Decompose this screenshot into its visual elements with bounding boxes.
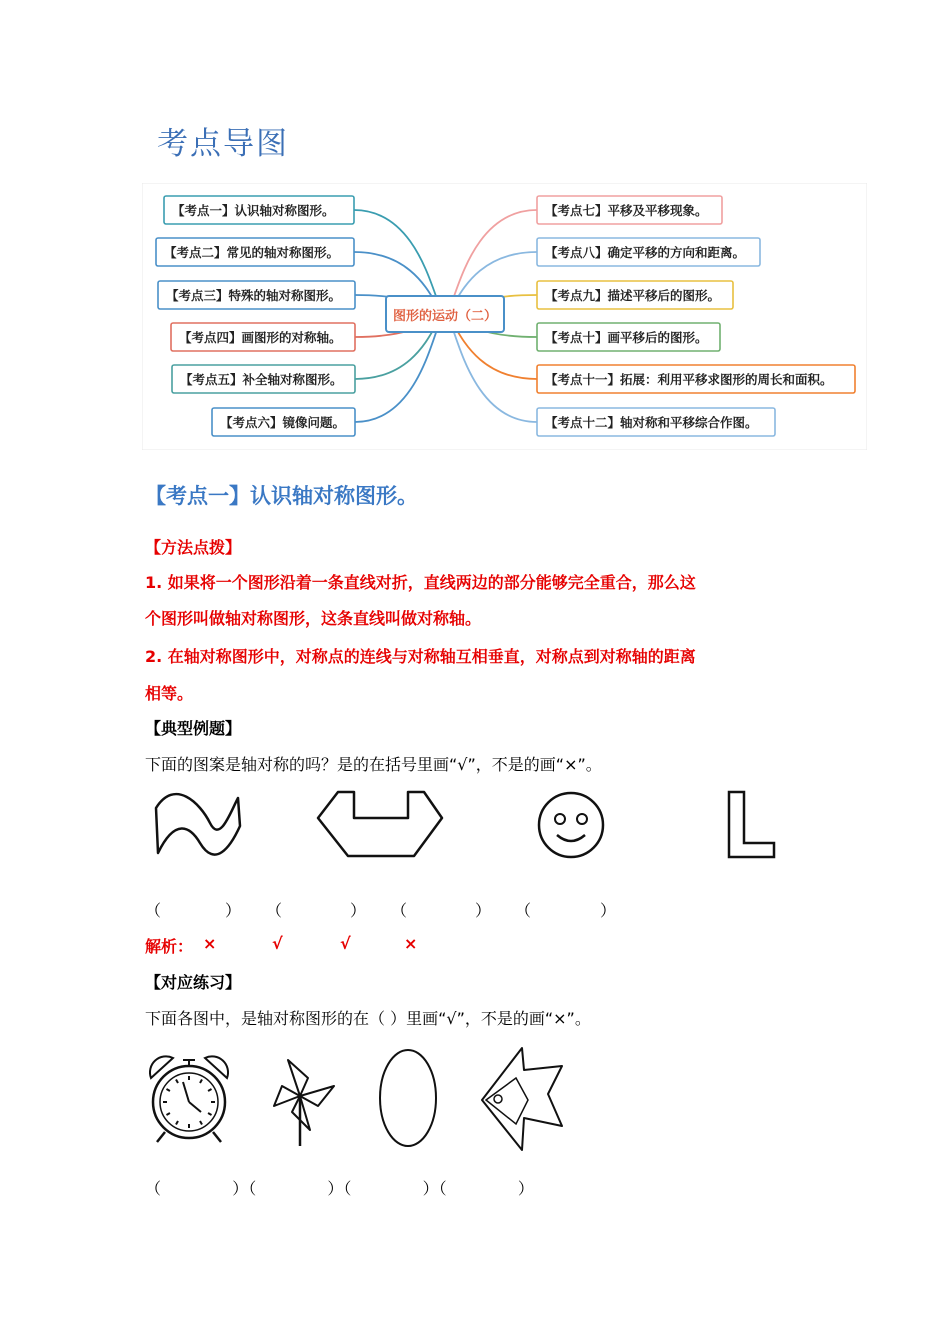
mind-map-center-label: 图形的运动（二） (392, 309, 498, 324)
clock-tick (166, 1113, 169, 1115)
method-line: 个图形叫做轴对称图形，这条直线叫做对称轴。 (145, 609, 482, 628)
paren-open: （ (515, 901, 532, 920)
smiley-face-figure (535, 789, 607, 861)
method-tag: 【方法点拨】 (145, 538, 242, 557)
mind-map-node-label: 【考点十一】拓展：利用平移求图形的周长和面积。 (545, 372, 833, 387)
mind-map-node-label: 【考点九】描述平移后的图形。 (545, 288, 721, 303)
alarm-clock-figure (143, 1050, 235, 1145)
page-title: 考点导图 (157, 126, 289, 162)
practice-question: 下面各图中，是轴对称图形的在（ ）里画“√”，不是的画“×”。 (145, 1009, 591, 1028)
method-line: 2. 在轴对称图形中，对称点的连线与对称轴互相垂直，对称点到对称轴的距离 (145, 647, 696, 666)
arrow-fish-figure (476, 1044, 566, 1156)
section-title: 【考点一】认识轴对称图形。 (145, 484, 418, 508)
answer-mark: × (203, 934, 217, 953)
mind-map-node-label: 【考点八】确定平移的方向和距离。 (545, 245, 746, 260)
mind-map-node-label: 【考点四】画图形的对称轴。 (179, 330, 342, 345)
method-line: 相等。 (145, 684, 194, 703)
paren-open: （ (391, 901, 408, 920)
method-line: 1. 如果将一个图形沿着一条直线对折，直线两边的部分能够完全重合，那么这 (145, 573, 696, 592)
answer-label: 解析： (145, 937, 194, 956)
mind-map-node-label: 【考点五】补全轴对称图形。 (180, 372, 343, 387)
practice-answer-blanks: （ ）（ ）（ ）（ ） (145, 1179, 534, 1198)
mind-map-node-label: 【考点三】特殊的轴对称图形。 (166, 288, 342, 303)
clock-tick (208, 1113, 211, 1115)
clock-tick (176, 1079, 178, 1082)
clock-tick (208, 1089, 211, 1091)
clock-tick (176, 1121, 178, 1124)
hexagon-cup-figure (316, 790, 446, 860)
clock-tick (200, 1121, 202, 1124)
mind-map (142, 183, 867, 450)
paren-close: ） (225, 901, 242, 920)
example-tag: 【典型例题】 (145, 719, 242, 738)
ellipse-figure (376, 1046, 440, 1150)
pinwheel-figure (270, 1056, 338, 1148)
mind-map-node-label: 【考点十】画平移后的图形。 (545, 330, 708, 345)
practice-tag: 【对应练习】 (145, 973, 242, 992)
answer-mark: √ (340, 934, 351, 953)
wave-shape-figure (150, 788, 245, 860)
answer-mark: √ (272, 934, 283, 953)
paren-close: ） (475, 901, 492, 920)
mind-map-node-label: 【考点六】镜像问题。 (220, 415, 346, 430)
clock-tick (166, 1089, 169, 1091)
mind-map-node-label: 【考点七】平移及平移现象。 (545, 203, 708, 218)
paren-open: （ (145, 901, 162, 920)
mind-map-node-label: 【考点十二】轴对称和平移综合作图。 (545, 415, 758, 430)
clock-tick (200, 1079, 202, 1082)
paren-close: ） (600, 901, 617, 920)
paren-open: （ (266, 901, 283, 920)
paren-close: ） (350, 901, 367, 920)
mind-map-node-label: 【考点二】常见的轴对称图形。 (164, 245, 340, 260)
example-question: 下面的图案是轴对称的吗？是的在括号里画“√”，不是的画“×”。 (145, 755, 602, 774)
mind-map-node-label: 【考点一】认识轴对称图形。 (172, 203, 335, 218)
answer-mark: × (404, 934, 418, 953)
letter-l-figure (726, 789, 778, 861)
